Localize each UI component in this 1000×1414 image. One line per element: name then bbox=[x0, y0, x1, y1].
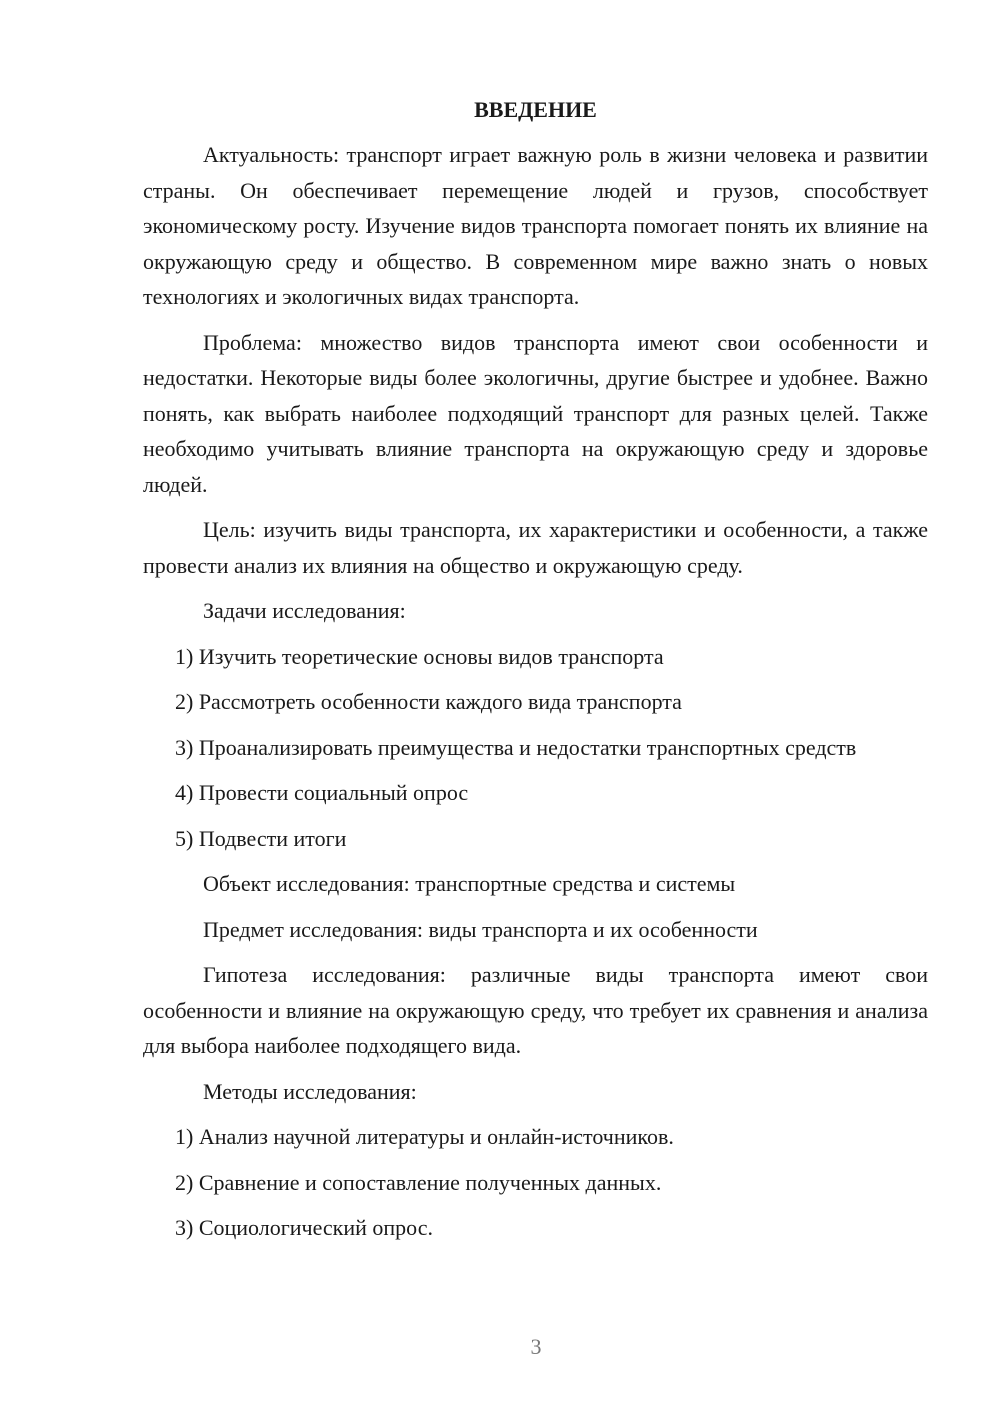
method-item: 3) Социологический опрос. bbox=[175, 1215, 433, 1240]
page-content bbox=[143, 95, 928, 1256]
research-subject: Предмет исследования: виды транспорта и их особенности bbox=[203, 916, 758, 942]
task-item: 5) Подвести итоги bbox=[175, 825, 347, 851]
task-item: 3) Проанализировать преимущества и недостатки транспортных средств bbox=[175, 734, 857, 760]
methods-heading: Методы исследования: bbox=[203, 1078, 417, 1104]
task-item: 4) Провести социальный опрос bbox=[175, 780, 469, 805]
tasks-heading: Задачи исследования: bbox=[203, 598, 406, 623]
section-title: ВВЕДЕНИЕ bbox=[474, 97, 597, 122]
problem-paragraph: Проблема: множество видов транспорта имеют свои особенности и недостатки. Некоторые виды более экологичны, другие быстрее и удобнее. Важно понять, как выбрать наиболее подходящий транспорт для разных целей. Также необходимо учитывать влияние транспорта на окружающую среду и здоровье людей. bbox=[143, 329, 928, 497]
task-item: 1) Изучить теоретические основы видов транспорта bbox=[175, 643, 664, 669]
research-object: Объект исследования: транспортные средства и системы bbox=[203, 871, 736, 896]
hypothesis-paragraph: Гипотеза исследования: различные виды транспорта имеют свои особенности и влияние на окружающую среду, что требует их сравнения и анализа для выбора наиболее подходящего вида. bbox=[143, 962, 928, 1058]
task-item: 2) Рассмотреть особенности каждого вида транспорта bbox=[175, 689, 682, 714]
goal-paragraph: Цель: изучить виды транспорта, их характеристики и особенности, а также провести анализ их влияния на общество и окружающую среду. bbox=[143, 517, 928, 578]
method-item: 1) Анализ научной литературы и онлайн-источников. bbox=[175, 1124, 674, 1149]
page-number: 3 bbox=[530, 1334, 542, 1359]
relevance-paragraph: Актуальность: транспорт играет важную роль в жизни человека и развитии страны. Он обеспечивает перемещение людей и грузов, способствует экономическому росту. Изучение видов транспорта помогает понять их влияние на окружающую среду и общество. В современном мире важно знать о новых технологиях и экологичных видах транспорта. bbox=[143, 142, 928, 309]
method-item: 2) Сравнение и сопоставление полученных данных. bbox=[175, 1169, 662, 1195]
